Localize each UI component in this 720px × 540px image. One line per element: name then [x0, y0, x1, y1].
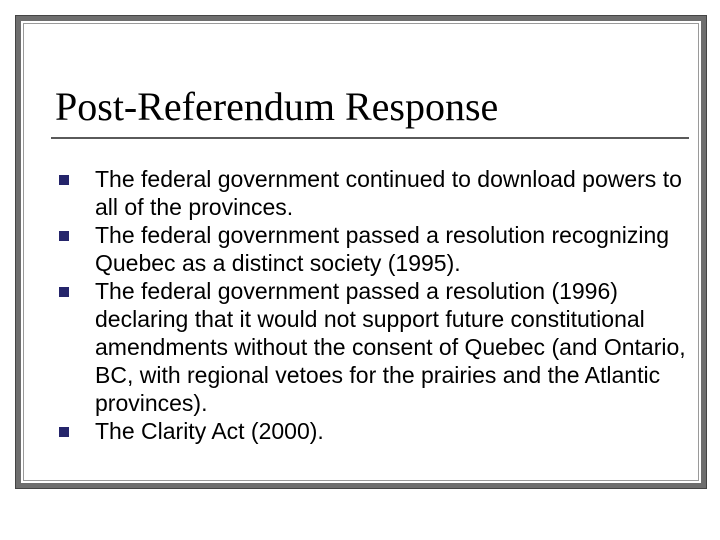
bullet-item	[59, 221, 689, 277]
title-divider	[51, 137, 689, 139]
slide-title: Post-Referendum Response	[55, 84, 499, 129]
square-bullet-icon	[59, 231, 69, 241]
bullet-item	[59, 417, 689, 445]
slide-frame	[16, 16, 706, 488]
square-bullet-icon	[59, 287, 69, 297]
bullet-item	[59, 277, 689, 417]
square-bullet-icon	[59, 427, 69, 437]
bullet-text: The federal government continued to download powers to all of the provinces.	[95, 166, 682, 220]
bullet-text: The Clarity Act (2000).	[95, 418, 324, 444]
bullet-item	[59, 165, 689, 221]
bullet-text: The federal government passed a resolution (1996) declaring that it would not support future constitutional amendments without the consent of Quebec (and Ontario, BC, with regional vetoes for the prairies and the Atlantic provinces).	[95, 278, 686, 416]
bullet-list	[59, 165, 689, 445]
bullet-text: The federal government passed a resolution recognizing Quebec as a distinct society (1995).	[95, 222, 670, 276]
square-bullet-icon	[59, 175, 69, 185]
